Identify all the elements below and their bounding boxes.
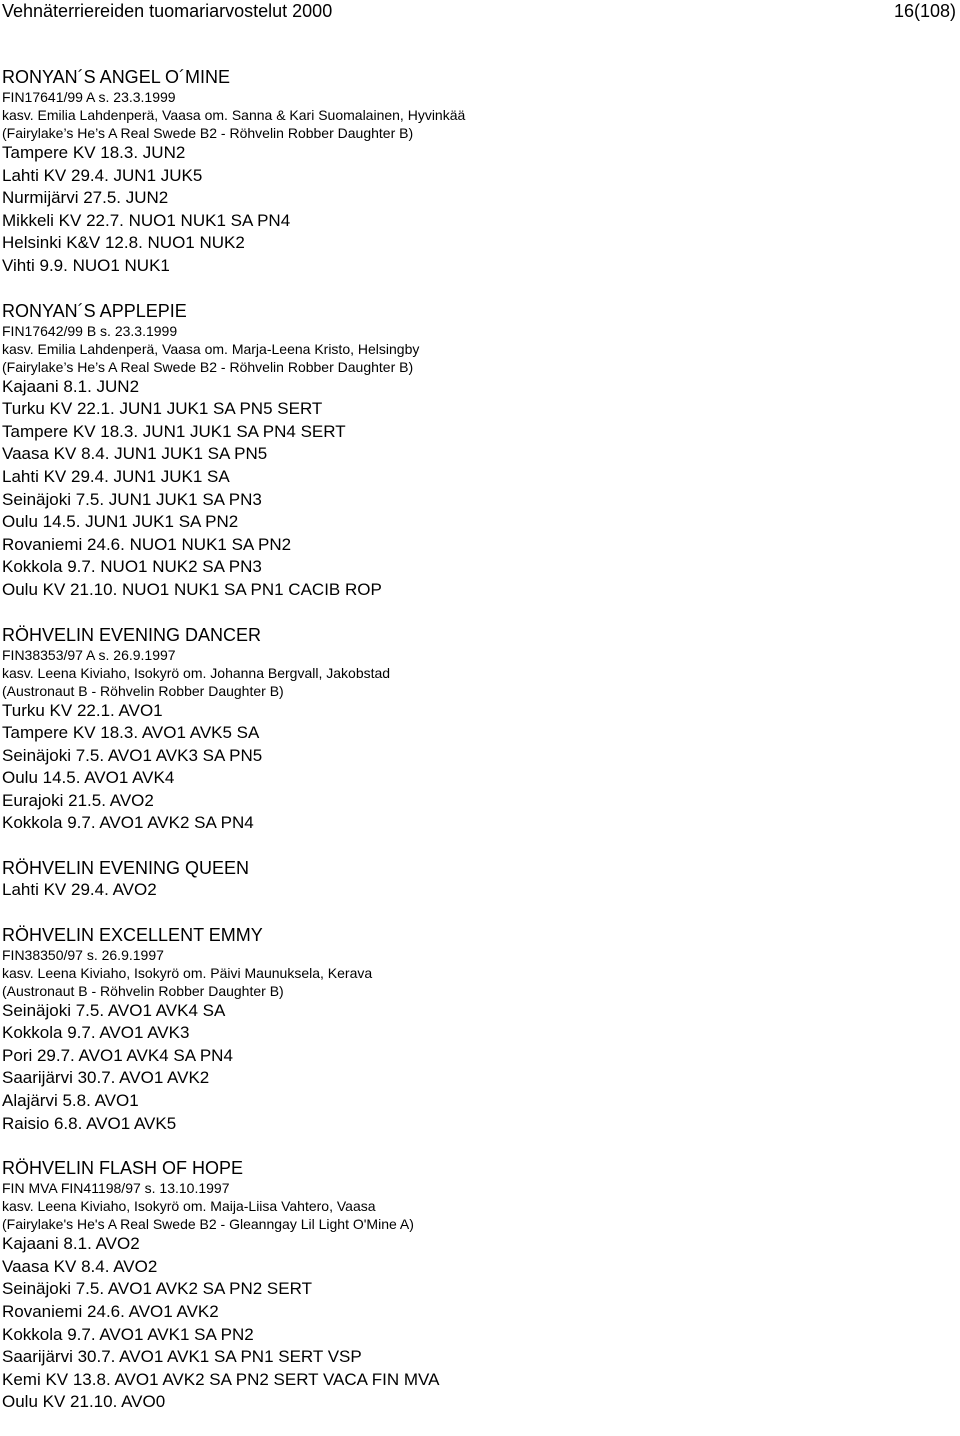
parents: (Austronaut B - Röhvelin Robber Daughter B)	[2, 982, 284, 999]
dog-results-list	[2, 66, 952, 1436]
show-result: Kajaani 8.1. AVO2	[2, 1234, 140, 1254]
show-result: Rovaniemi 24.6. NUO1 NUK1 SA PN2	[2, 534, 292, 554]
show-result: Lahti KV 29.4. JUN1 JUK1 SA	[2, 466, 230, 486]
show-result: Lahti KV 29.4. JUN1 JUK5	[2, 165, 203, 185]
dog-name: RONYAN´S ANGEL O´MINE	[2, 67, 231, 87]
dog-entry	[2, 624, 952, 836]
show-result: Helsinki K&V 12.8. NUO1 NUK2	[2, 233, 245, 253]
show-result: Vaasa KV 8.4. JUN1 JUK1 SA PN5	[2, 444, 268, 464]
show-result: Kokkola 9.7. AVO1 AVK1 SA PN2	[2, 1324, 254, 1344]
show-result: Oulu KV 21.10. AVO0	[2, 1392, 166, 1412]
show-result: Kokkola 9.7. AVO1 AVK3	[2, 1023, 190, 1043]
show-result: Turku KV 22.1. AVO1	[2, 700, 163, 720]
parents: (Austronaut B - Röhvelin Robber Daughter B)	[2, 682, 284, 699]
dog-entry	[2, 66, 952, 278]
show-result: Nurmijärvi 27.5. JUN2	[2, 188, 169, 208]
document-title: Vehnäterriereiden tuomariarvostelut 2000	[2, 1, 333, 21]
show-result: Pori 29.7. AVO1 AVK4 SA PN4	[2, 1045, 233, 1065]
registration-info: FIN MVA FIN41198/97 s. 13.10.1997	[2, 1180, 230, 1197]
show-result: Seinäjoki 7.5. JUN1 JUK1 SA PN3	[2, 489, 262, 509]
show-result: Vihti 9.9. NUO1 NUK1	[2, 255, 170, 275]
show-result: Raisio 6.8. AVO1 AVK5	[2, 1113, 177, 1133]
show-result: Lahti KV 29.4. AVO2	[2, 880, 157, 900]
show-result: Vaasa KV 8.4. AVO2	[2, 1256, 158, 1276]
dog-name: RÖHVELIN EVENING DANCER	[2, 624, 262, 645]
show-result: Seinäjoki 7.5. AVO1 AVK4 SA	[2, 1000, 226, 1020]
dog-entry	[2, 1157, 952, 1414]
show-result: Saarijärvi 30.7. AVO1 AVK1 SA PN1 SERT VSP	[2, 1347, 362, 1367]
dog-name: RÖHVELIN EVENING QUEEN	[2, 858, 250, 879]
breeder-owner: kasv. Leena Kiviaho, Isokyrö om. Maija-Liisa Vahtero, Vaasa	[2, 1198, 376, 1215]
parents: (Fairylake’s He’s A Real Swede B2 - Röhvelin Robber Daughter B)	[2, 358, 414, 375]
show-result: Rovaniemi 24.6. AVO1 AVK2	[2, 1302, 219, 1321]
registration-info: FIN17642/99 B s. 23.3.1999	[2, 322, 178, 339]
show-result: Mikkeli KV 22.7. NUO1 NUK1 SA PN4	[2, 210, 291, 230]
dog-name: RÖHVELIN EXCELLENT EMMY	[2, 924, 263, 945]
show-result: Seinäjoki 7.5. AVO1 AVK3 SA PN5	[2, 745, 263, 765]
registration-info: FIN38350/97 s. 26.9.1997	[2, 946, 164, 963]
dog-name: RÖHVELIN FLASH OF HOPE	[2, 1158, 244, 1179]
registration-info: FIN17641/99 A s. 23.3.1999	[2, 89, 176, 105]
page-number: 16(108)	[893, 1, 956, 21]
show-result: Kokkola 9.7. NUO1 NUK2 SA PN3	[2, 557, 262, 577]
show-result: Tampere KV 18.3. JUN1 JUK1 SA PN4 SERT	[2, 421, 346, 441]
breeder-owner: kasv. Emilia Lahdenperä, Vaasa om. Marja-Leena Kristo, Helsingby	[2, 340, 420, 357]
parents: (Fairylake’s He’s A Real Swede B2 - Röhvelin Robber Daughter B)	[2, 125, 414, 141]
show-result: Saarijärvi 30.7. AVO1 AVK2	[2, 1068, 210, 1088]
show-result: Eurajoki 21.5. AVO2	[2, 790, 154, 810]
show-result: Tampere KV 18.3. AVO1 AVK5 SA	[2, 723, 260, 743]
show-result: Turku KV 22.1. JUN1 JUK1 SA PN5 SERT	[2, 399, 323, 419]
breeder-owner: kasv. Leena Kiviaho, Isokyrö om. Päivi Maunuksela, Kerava	[2, 964, 373, 981]
breeder-owner: kasv. Emilia Lahdenperä, Vaasa om. Sanna & Kari Suomalainen, Hyvinkää	[2, 107, 466, 123]
show-result: Oulu 14.5. JUN1 JUK1 SA PN2	[2, 512, 239, 532]
show-result: Oulu KV 21.10. NUO1 NUK1 SA PN1 CACIB ROP	[2, 579, 382, 599]
show-result: Kajaani 8.1. JUN2	[2, 376, 140, 396]
show-result: Kemi KV 13.8. AVO1 AVK2 SA PN2 SERT VACA FIN MVA	[2, 1369, 440, 1389]
show-result: Kokkola 9.7. AVO1 AVK2 SA PN4	[2, 813, 254, 833]
dog-entry	[2, 300, 952, 602]
parents: (Fairylake's He's A Real Swede B2 - Gleanngay Lil Light O'Mine A)	[2, 1216, 414, 1233]
page-header	[2, 0, 956, 24]
show-result: Seinäjoki 7.5. AVO1 AVK2 SA PN2 SERT	[2, 1279, 312, 1299]
breeder-owner: kasv. Leena Kiviaho, Isokyrö om. Johanna Bergvall, Jakobstad	[2, 664, 391, 681]
show-result: Tampere KV 18.3. JUN2	[2, 143, 186, 162]
dog-name: RONYAN´S APPLEPIE	[2, 300, 187, 321]
show-result: Oulu 14.5. AVO1 AVK4	[2, 768, 175, 788]
registration-info: FIN38353/97 A s. 26.9.1997	[2, 646, 176, 663]
dog-entry	[2, 924, 952, 1136]
dog-entry	[2, 857, 952, 902]
show-result: Alajärvi 5.8. AVO1	[2, 1091, 139, 1111]
